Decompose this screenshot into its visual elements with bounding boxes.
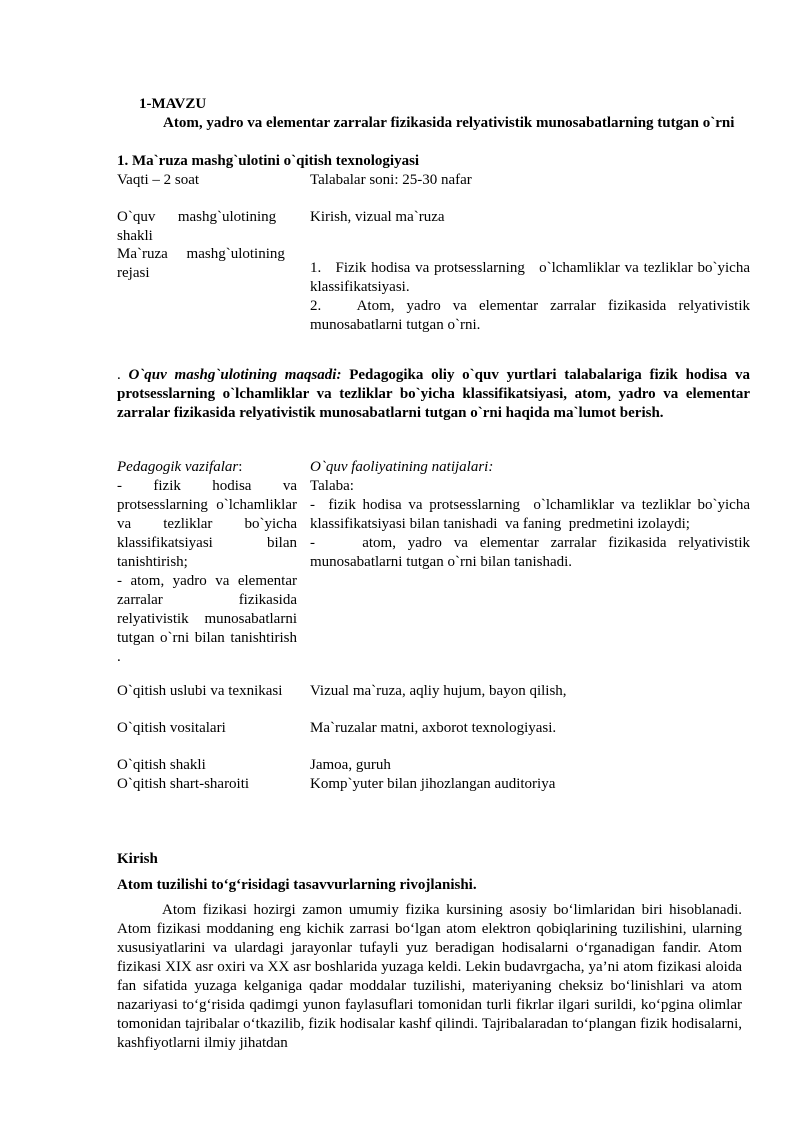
plan-label-line2: rejasi bbox=[117, 265, 150, 281]
task-item: - fizik hodisa va protsesslarning o`lchamliklar va tezliklar bo`yicha klassifikatsiyasi bilan tanishtirish; bbox=[117, 478, 301, 570]
plan-label bbox=[117, 245, 297, 283]
tasks-heading-colon: : bbox=[238, 459, 243, 475]
plan-label-line1: Ma`ruza mashg`ulotining bbox=[117, 246, 285, 262]
method-label: O`qitish uslubi va texnikasi bbox=[117, 683, 283, 699]
teaching-form-row bbox=[117, 756, 750, 776]
tasks-heading: Pedagogik vazifalar bbox=[117, 459, 239, 475]
conditions-value: Komp`yuter bilan jihozlangan auditoriya bbox=[310, 776, 556, 792]
outcomes-heading: O`quv faoliyatining natijalari: bbox=[310, 459, 494, 475]
pedagogical-tasks bbox=[117, 458, 301, 667]
method-row bbox=[117, 682, 750, 702]
outcome-item: - atom, yadro va elementar zarralar fizikasida relyativistik munosabatlarni tutgan o`rni bilan tanishadi. bbox=[310, 535, 754, 570]
tools-row bbox=[117, 719, 750, 739]
conditions-row bbox=[117, 775, 750, 795]
goal-paragraph bbox=[117, 366, 750, 423]
plan-row bbox=[117, 245, 754, 335]
plan-list bbox=[310, 259, 754, 335]
form-value: Kirish, vizual ma`ruza bbox=[310, 209, 445, 225]
tools-value: Ma`ruzalar matni, axborot texnologiyasi. bbox=[310, 720, 557, 736]
intro-paragraph: Atom fizikasi hozirgi zamon umumiy fizika kursining asosiy bo‘limlaridan biri hisoblanadi. Atom fizikasi moddaning eng kichik zarrasi bo‘lgan atom elektron qobiqlarining tuzilishini, ularning xususiyatlarini va ulardagi jarayonlar tufayli yuz beradigan hodisalarni o‘rganadigan fandir. Atom fizikasi XIX asr oxiri va XX asr boshlarida yuzaga keldi. Lekin budavrgacha, ya’ni atom fizikasi aloida fan sifatida yuzaga kelganiga qadar moddalar tuzilishi, materiyaning cheksiz bo‘linishlari va atom nazariyasi to‘g‘risida qadimgi yunon faylasuflari tomonidan turli fikrlar ilgari surildi, ko‘pgina olimlar tomonidan tajribalar o‘tkazilib, fizik hodisalar kashf qilindi. Tajribalaradan to‘plangan fizik hodisalarni, kashfiyotlarni ilmiy jihatdan bbox=[117, 902, 742, 1051]
goal-prefix: . bbox=[117, 367, 129, 383]
intro-subheading: Atom tuzilishi to‘g‘risidagi tasavvurlarning rivojlanishi. bbox=[117, 877, 477, 893]
learning-outcomes bbox=[310, 458, 754, 572]
intro-heading: Kirish bbox=[117, 851, 158, 867]
conditions-label: O`qitish shart-sharoiti bbox=[117, 776, 250, 792]
teaching-form-label: O`qitish shakli bbox=[117, 757, 206, 773]
form-label-line1: O`quv mashg`ulotining bbox=[117, 209, 277, 225]
plan-item: 2. Atom, yadro va elementar zarralar fizikasida relyativistik munosabatlarni tutgan o`rni. bbox=[310, 298, 754, 333]
topic-title: Atom, yadro va elementar zarralar fizikasida relyativistik munosabatlarning tutgan o`rni bbox=[163, 115, 735, 131]
time-label: Vaqti – 2 soat bbox=[117, 172, 200, 188]
teaching-form-value: Jamoa, guruh bbox=[310, 757, 391, 773]
form-label-line2: shakli bbox=[117, 228, 153, 244]
time-row bbox=[117, 171, 750, 191]
outcomes-subject: Talaba: bbox=[310, 478, 354, 494]
method-value: Vizual ma`ruza, aqliy hujum, bayon qilish, bbox=[310, 683, 567, 699]
section-heading: 1. Ma`ruza mashg`ulotini o`qitish texnologiyasi bbox=[117, 153, 420, 169]
outcome-item: - fizik hodisa va protsesslarning o`lchamliklar va tezliklar bo`yicha klassifikatsiyasi bilan tanishadi va faning predmetini izolaydi; bbox=[310, 497, 754, 532]
goal-text: Pedagogika oliy o`quv yurtlari talabalariga fizik hodisa va protsesslarning o`lchamliklar va tezliklar bo`yicha klassifikatsiyasi, atom, yadro va elementar zarralar fizikasida relyativistik munosabatlarni tutgan o`rni haqida ma`lumot berish. bbox=[117, 367, 750, 421]
form-row bbox=[117, 208, 750, 248]
form-label bbox=[117, 208, 297, 246]
task-item: - atom, yadro va elementar zarralar fizikasida relyativistik munosabatlarni tutgan o`rni bilan tanishtirish . bbox=[117, 573, 297, 665]
tasks-row bbox=[117, 458, 754, 668]
tools-label: O`qitish vositalari bbox=[117, 720, 226, 736]
goal-label: O`quv mashg`ulotining maqsadi: bbox=[128, 367, 342, 383]
students-label: Talabalar soni: 25-30 nafar bbox=[310, 172, 472, 188]
topic-number: 1-MAVZU bbox=[139, 96, 207, 112]
plan-item: 1. Fizik hodisa va protsesslarning o`lchamliklar va tezliklar bo`yicha klassifikatsiyasi. bbox=[310, 260, 754, 295]
